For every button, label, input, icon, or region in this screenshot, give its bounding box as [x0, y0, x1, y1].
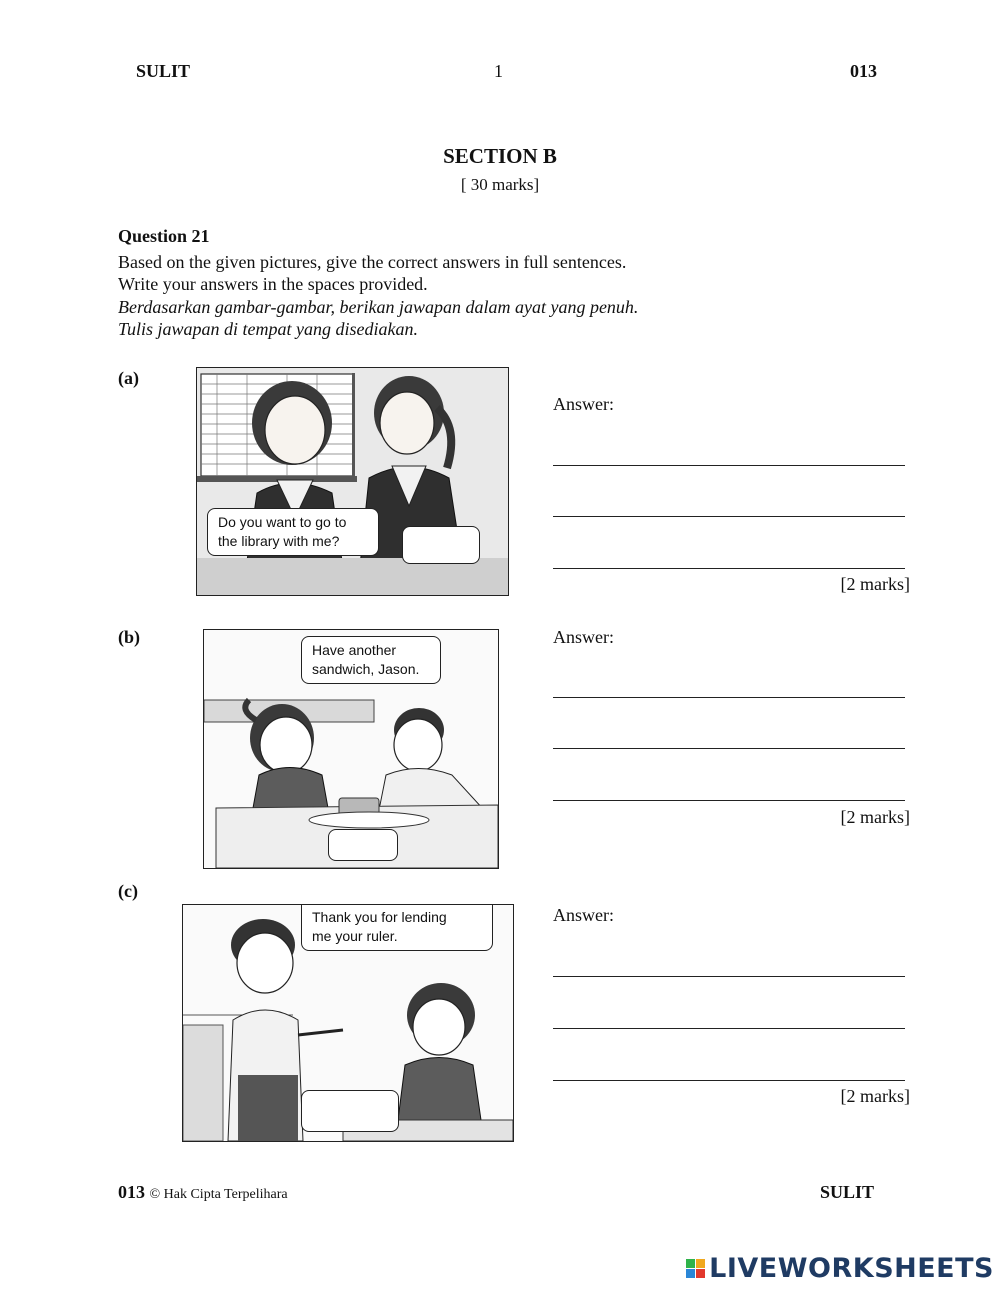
item-a-answer-line-3[interactable] — [553, 568, 905, 569]
item-a-speech-line-2: the library with me? — [218, 533, 340, 549]
item-b-speech-line-2: sandwich, Jason. — [312, 661, 420, 677]
item-b-answer-line-3[interactable] — [553, 800, 905, 801]
item-c-empty-bubble — [301, 1090, 399, 1132]
section-title: SECTION B — [443, 144, 557, 168]
item-b-marks: [2 marks] — [840, 807, 910, 827]
item-b-speech-bubble — [301, 636, 441, 684]
item-c-picture — [182, 904, 514, 1142]
item-b-answer-line-2[interactable] — [553, 748, 905, 749]
footer-code: 013 — [118, 1182, 145, 1202]
item-a-answer-line-2[interactable] — [553, 516, 905, 517]
header-sulit: SULIT — [136, 61, 191, 81]
instruction-1: Based on the given pictures, give the correct answers in full sentences. — [118, 252, 627, 272]
item-c-speech-bubble — [301, 904, 493, 951]
item-a-answer-line-1[interactable] — [553, 465, 905, 466]
item-c-speech-line-2: me your ruler. — [312, 928, 398, 944]
item-b-picture — [203, 629, 499, 869]
footer-sulit: SULIT — [820, 1182, 875, 1202]
item-a-marks: [2 marks] — [840, 574, 910, 594]
liveworksheets-logo-text: LIVEWORKSHEETS — [709, 1253, 994, 1284]
item-c-answer-line-1[interactable] — [553, 976, 905, 977]
item-a-picture — [196, 367, 509, 596]
item-c-answer-label: Answer: — [553, 905, 614, 925]
item-c-answer-line-2[interactable] — [553, 1028, 905, 1029]
question-title: Question 21 — [118, 226, 210, 246]
item-c-marks: [2 marks] — [840, 1086, 910, 1106]
item-b-speech-line-1: Have another — [312, 642, 397, 658]
item-c-answer-line-3[interactable] — [553, 1080, 905, 1081]
section-marks: [ 30 marks] — [460, 175, 540, 194]
liveworksheets-logo-icon — [686, 1259, 705, 1278]
item-a-speech-line-1: Do you want to go to — [218, 514, 347, 530]
item-b-label: (b) — [118, 627, 140, 647]
item-b-empty-bubble — [328, 829, 398, 861]
liveworksheets-logo[interactable] — [686, 1253, 994, 1284]
footer-copyright: © Hak Cipta Terpelihara — [149, 1187, 288, 1202]
instruction-ms-2: Tulis jawapan di tempat yang disediakan. — [118, 319, 418, 339]
item-c-speech-line-1: Thank you for lending — [312, 909, 447, 925]
item-b-answer-label: Answer: — [553, 627, 614, 647]
item-b-answer-line-1[interactable] — [553, 697, 905, 698]
item-c-label: (c) — [118, 881, 138, 901]
page-number: 1 — [494, 61, 503, 81]
item-a-speech-bubble — [207, 508, 379, 556]
item-a-empty-bubble — [402, 526, 480, 564]
item-a-label: (a) — [118, 368, 139, 388]
footer-left — [118, 1182, 288, 1203]
item-a-answer-label: Answer: — [553, 394, 614, 414]
instruction-2: Write your answers in the spaces provided. — [118, 274, 428, 294]
instruction-ms-1: Berdasarkan gambar-gambar, berikan jawapan dalam ayat yang penuh. — [118, 297, 639, 317]
header-code: 013 — [850, 61, 877, 81]
